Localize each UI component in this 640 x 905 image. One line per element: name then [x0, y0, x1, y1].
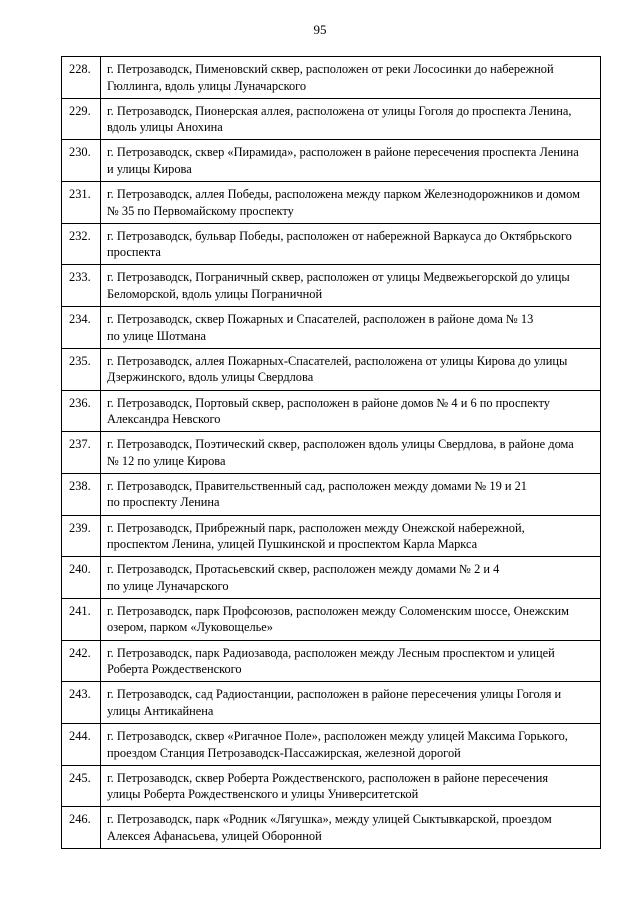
- description-line: Роберта Рождественского: [107, 662, 242, 677]
- description-line: г. Петрозаводск, аллея Победы, расположена между парком Железнодорожников и домом: [107, 187, 580, 202]
- table-row: [62, 182, 601, 224]
- row-description-cell: [101, 98, 601, 140]
- row-description-cell: [101, 682, 601, 724]
- row-description-cell: [101, 640, 601, 682]
- row-number: 231.: [62, 182, 101, 224]
- description-line: г. Петрозаводск, парк Профсоюзов, расположен между Соломенским шоссе, Онежским: [107, 603, 569, 618]
- row-number: 229.: [62, 98, 101, 140]
- description-line: г. Петрозаводск, парк «Родник «Лягушка», между улицей Сыктывкарской, проездом: [107, 812, 552, 827]
- description-line: № 12 по улице Кирова: [107, 453, 226, 468]
- description-line: г. Петрозаводск, Протасьевский сквер, расположен между домами № 2 и 4: [107, 562, 500, 577]
- row-description-cell: [101, 57, 601, 99]
- description-line: г. Петрозаводск, Портовый сквер, расположен в районе домов № 4 и 6 по проспекту: [107, 395, 550, 410]
- description-line: г. Петрозаводск, аллея Пожарных-Спасателей, расположена от улицы Кирова до улицы: [107, 353, 568, 368]
- table-body: [62, 57, 601, 849]
- table-row: [62, 223, 601, 265]
- row-description-cell: [101, 348, 601, 390]
- row-description-cell: [101, 390, 601, 432]
- description-line: г. Петрозаводск, Правительственный сад, расположен между домами № 19 и 21: [107, 478, 527, 493]
- table-row: [62, 265, 601, 307]
- description-line: г. Петрозаводск, сквер «Ригачное Поле», расположен между улицей Максима Горького,: [107, 729, 568, 743]
- table-row: [62, 640, 601, 682]
- description-line: проспекта: [107, 245, 161, 260]
- description-line: г. Петрозаводск, сквер Роберта Рождественского, расположен в районе пересечения: [107, 770, 549, 785]
- row-description-cell: [101, 307, 601, 349]
- description-line: озером, парком «Луковощелье»: [107, 620, 273, 635]
- table-row: [62, 98, 601, 140]
- description-line: улицы Антикайнена: [107, 703, 214, 718]
- table-row: [62, 307, 601, 349]
- table-row: [62, 765, 601, 807]
- row-number: 245.: [62, 765, 101, 807]
- description-line: г. Петрозаводск, сквер «Пирамида», расположен в районе пересечения проспекта Ленина: [107, 145, 579, 160]
- row-number: 236.: [62, 390, 101, 432]
- table-row: [62, 682, 601, 724]
- table-row: [62, 557, 601, 599]
- description-line: г. Петрозаводск, Пионерская аллея, расположена от улицы Гоголя до проспекта Ленина,: [107, 103, 572, 118]
- description-line: Александра Невского: [107, 412, 221, 426]
- description-line: г. Петрозаводск, Поэтический сквер, расположен вдоль улицы Свердлова, в районе дома: [107, 437, 574, 452]
- row-number: 243.: [62, 682, 101, 724]
- table-row: [62, 57, 601, 99]
- row-number: 235.: [62, 348, 101, 390]
- description-line: г. Петрозаводск, Пименовский сквер, расположен от реки Лососинки до набережной: [107, 62, 554, 76]
- description-line: улицы Роберта Рождественского и улицы Университетской: [107, 787, 419, 802]
- description-line: по проспекту Ленина: [107, 495, 220, 510]
- row-description-cell: [101, 182, 601, 224]
- table-row: [62, 807, 601, 849]
- row-number: 240.: [62, 557, 101, 599]
- description-line: проспектом Ленина, улицей Пушкинской и проспектом Карла Маркса: [107, 537, 478, 552]
- table-row: [62, 390, 601, 432]
- row-number: 244.: [62, 724, 101, 766]
- table-row: [62, 724, 601, 766]
- row-description-cell: [101, 724, 601, 766]
- description-line: г. Петрозаводск, бульвар Победы, расположен от набережной Варкауса до Октябрьского: [107, 228, 572, 243]
- description-line: Дзержинского, вдоль улицы Свердлова: [107, 370, 314, 385]
- row-number: 228.: [62, 57, 101, 99]
- table-row: [62, 515, 601, 557]
- table-row: [62, 140, 601, 182]
- row-description-cell: [101, 223, 601, 265]
- description-line: г. Петрозаводск, Пограничный сквер, расположен от улицы Медвежьегорской до улицы: [107, 270, 570, 285]
- row-number: 239.: [62, 515, 101, 557]
- parks-table: [61, 56, 601, 849]
- row-number: 241.: [62, 598, 101, 640]
- row-description-cell: [101, 598, 601, 640]
- row-number: 238.: [62, 473, 101, 515]
- description-line: г. Петрозаводск, сквер Пожарных и Спасателей, расположен в районе дома № 13: [107, 312, 534, 327]
- row-number: 230.: [62, 140, 101, 182]
- row-number: 233.: [62, 265, 101, 307]
- description-line: Беломорской, вдоль улицы Пограничной: [107, 286, 323, 301]
- description-line: г. Петрозаводск, сад Радиостанции, расположен в районе пересечения улицы Гоголя и: [107, 687, 562, 702]
- table-row: [62, 598, 601, 640]
- row-description-cell: [101, 557, 601, 599]
- table-row: [62, 473, 601, 515]
- row-description-cell: [101, 807, 601, 849]
- row-description-cell: [101, 432, 601, 474]
- description-line: г. Петрозаводск, парк Радиозавода, расположен между Лесным проспектом и улицей: [107, 645, 555, 660]
- table-row: [62, 348, 601, 390]
- description-line: № 35 по Первомайскому проспекту: [107, 203, 294, 218]
- row-description-cell: [101, 765, 601, 807]
- row-number: 246.: [62, 807, 101, 849]
- row-description-cell: [101, 515, 601, 557]
- row-description-cell: [101, 473, 601, 515]
- description-line: по улице Шотмана: [107, 328, 206, 343]
- description-line: проездом Станция Петрозаводск-Пассажирская, железной дорогой: [107, 745, 461, 760]
- description-line: и улицы Кирова: [107, 161, 192, 176]
- row-number: 237.: [62, 432, 101, 474]
- row-number: 232.: [62, 223, 101, 265]
- row-description-cell: [101, 265, 601, 307]
- description-line: вдоль улицы Анохина: [107, 120, 223, 135]
- row-number: 242.: [62, 640, 101, 682]
- row-description-cell: [101, 140, 601, 182]
- page-number: 95: [313, 22, 327, 37]
- description-line: по улице Луначарского: [107, 578, 229, 593]
- row-number: 234.: [62, 307, 101, 349]
- description-line: Алексея Афанасьева, улицей Оборонной: [107, 828, 322, 843]
- description-line: г. Петрозаводск, Прибрежный парк, расположен между Онежской набережной,: [107, 520, 525, 535]
- description-line: Гюллинга, вдоль улицы Луначарского: [107, 78, 307, 93]
- table-row: [62, 432, 601, 474]
